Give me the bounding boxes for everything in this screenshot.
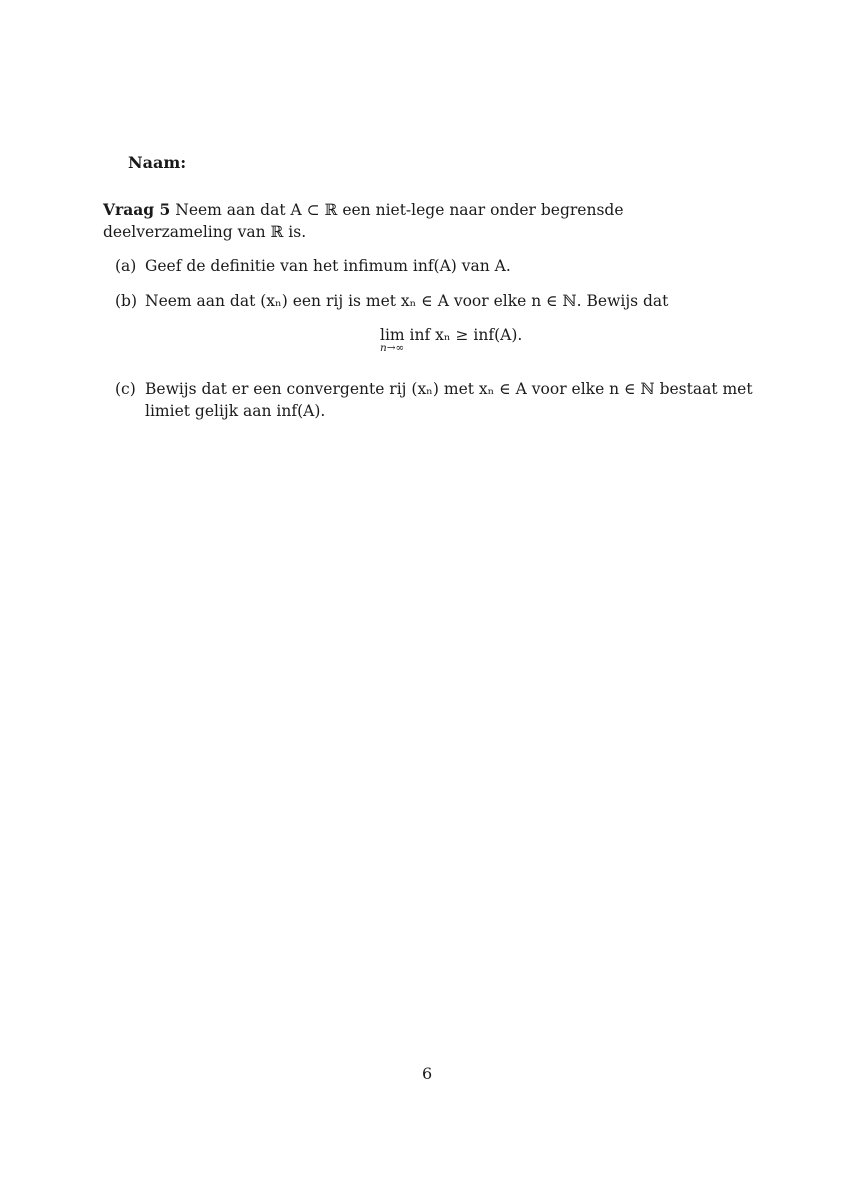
formula-main-wrap bbox=[380, 326, 523, 354]
part-a-tag: (a) bbox=[115, 257, 137, 275]
part-b-tag: (b) bbox=[115, 292, 138, 310]
page-number: 6 bbox=[422, 1064, 433, 1083]
question-text: Neem aan dat A ⊂ ℝ een niet-lege naar onder begrensde deelverzameling van ℝ is. bbox=[103, 201, 624, 241]
part-b-text: Neem aan dat (xₙ) een rij is met xₙ ∈ A voor elke n ∈ ℕ. Bewijs dat bbox=[145, 292, 669, 310]
part-c-text: Bewijs dat er een convergente rij (xₙ) met xₙ ∈ A voor elke n ∈ ℕ bestaat met limiet gelijk aan inf(A). bbox=[145, 380, 753, 420]
part-a bbox=[115, 255, 755, 277]
liminf-formula bbox=[380, 326, 523, 354]
part-b bbox=[115, 290, 755, 312]
question-5 bbox=[103, 199, 753, 243]
formula-subscript: n→∞ bbox=[380, 342, 405, 354]
part-c-tag: (c) bbox=[115, 380, 136, 398]
part-a-text: Geef de definitie van het infimum inf(A) van A. bbox=[145, 257, 511, 275]
question-label: Vraag 5 bbox=[103, 200, 171, 219]
name-label: Naam: bbox=[128, 153, 187, 172]
part-c bbox=[115, 378, 755, 420]
formula-main: lim inf xₙ ≥ inf(A). bbox=[380, 326, 523, 344]
